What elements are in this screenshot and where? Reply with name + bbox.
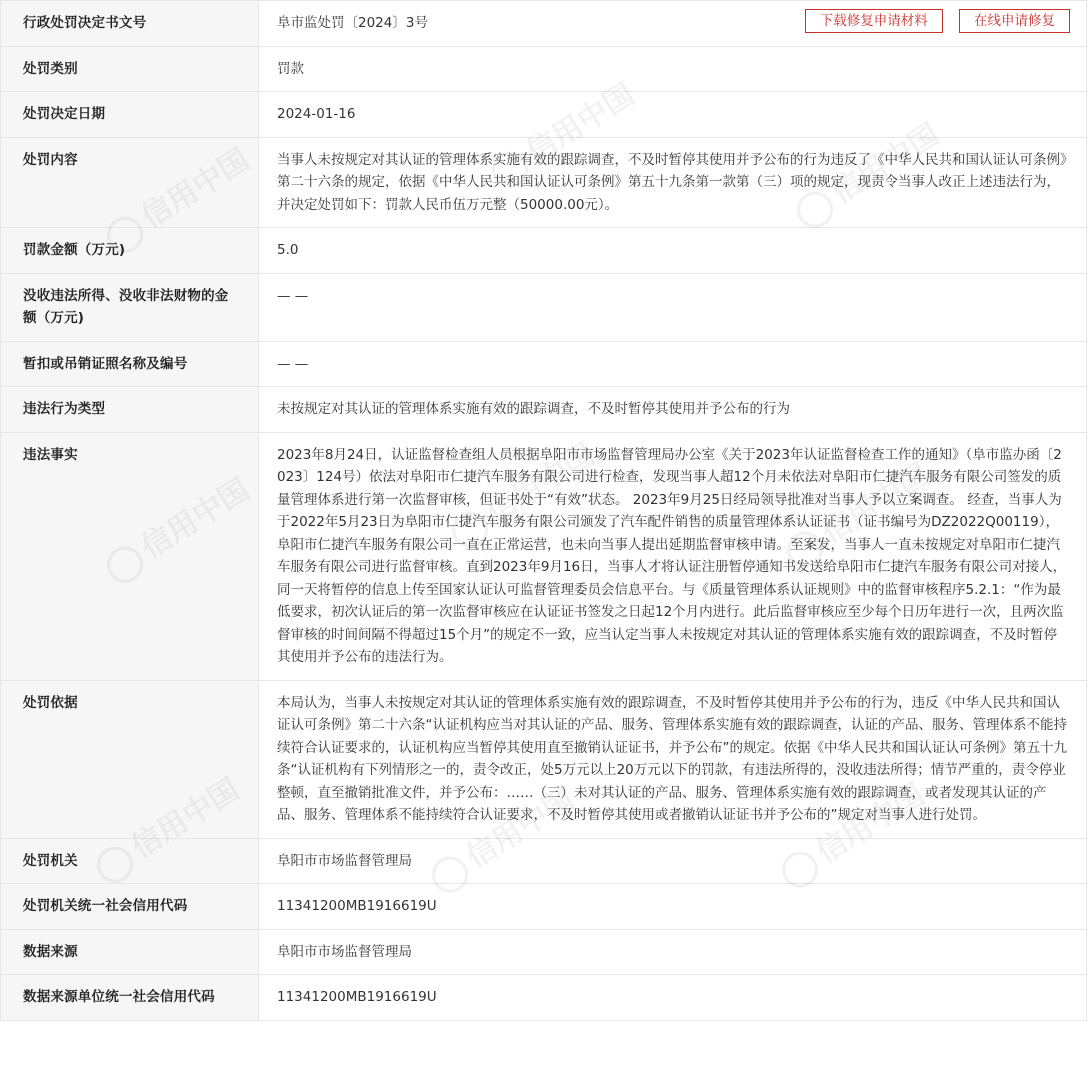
value-fine-amount: 5.0 xyxy=(259,228,1087,274)
value-penalty-basis: 本局认为，当事人未按规定对其认证的管理体系实施有效的跟踪调查，不及时暂停其使用并予公布的行为，违反《中华人民共和国认证认可条例》第二十六条“认证机构应当对其认证的产品、服务、管理体系实施有效的跟踪调查，认证的产品、服务、管理体系不能持续符合认证要求的，认证机构应当暂停其使用直至撤销认证证书，并予公布”的规定。依据《中华人民共和国认证认可条例》第五十九条“认证机构有下列情形之一的，责令改正，处5万元以上20万元以下的罚款，有违法所得的，没收违法所得；情节严重的，责令停业整顿，直至撤销批准文件，并予公布：……（三）未对其认证的产品、服务、管理体系实施有效的跟踪调查，或者发现其认证的产品、服务、管理体系不能持续符合认证要求，不及时暂停其使用或者撤销认证证书并予公布的”规定对当事人进行处罚。 xyxy=(259,680,1087,838)
value-penalty-authority: 阜阳市市场监督管理局 xyxy=(259,838,1087,884)
row-penalty-authority xyxy=(1,838,1087,884)
value-authority-credit-code: 11341200MB1916619U xyxy=(259,884,1087,930)
value-license-revocation: — — xyxy=(259,341,1087,387)
value-source-credit-code: 11341200MB1916619U xyxy=(259,975,1087,1021)
label-penalty-category: 处罚类别 xyxy=(1,46,259,92)
label-decision-date: 处罚决定日期 xyxy=(1,92,259,138)
row-penalty-category xyxy=(1,46,1087,92)
label-penalty-basis: 处罚依据 xyxy=(1,680,259,838)
row-authority-credit-code xyxy=(1,884,1087,930)
label-data-source: 数据来源 xyxy=(1,929,259,975)
label-license-revocation: 暂扣或吊销证照名称及编号 xyxy=(1,341,259,387)
online-repair-application-button[interactable]: 在线申请修复 xyxy=(959,9,1070,33)
row-decision-date xyxy=(1,92,1087,138)
label-fine-amount: 罚款金额（万元) xyxy=(1,228,259,274)
row-confiscation-amount xyxy=(1,273,1087,341)
label-source-credit-code: 数据来源单位统一社会信用代码 xyxy=(1,975,259,1021)
download-repair-materials-button[interactable]: 下载修复申请材料 xyxy=(805,9,943,33)
row-fine-amount xyxy=(1,228,1087,274)
label-penalty-authority: 处罚机关 xyxy=(1,838,259,884)
row-decision-number xyxy=(1,1,1087,47)
watermark-logo: 信用中国 xyxy=(441,430,602,554)
value-decision-number: 阜市监处罚〔2024〕3号 xyxy=(277,15,428,31)
value-data-source: 阜阳市市场监督管理局 xyxy=(259,929,1087,975)
label-violation-type: 违法行为类型 xyxy=(1,387,259,433)
value-confiscation-amount: — — xyxy=(259,273,1087,341)
watermark-logo: 信用中国 xyxy=(481,70,642,194)
row-data-source xyxy=(1,929,1087,975)
watermark-logo: 信用中国 xyxy=(771,770,932,894)
row-source-credit-code xyxy=(1,975,1087,1021)
value-violation-facts: 2023年8月24日，认证监督检查组人员根据阜阳市市场监督管理局办公室《关于2023年认证监督检查工作的通知》（阜市监办函〔2023〕124号）依法对阜阳市仁捷汽车服务有限公司进行检查，发现当事人超12个月未依法对阜阳市仁捷汽车服务有限公司签发的质量管理体系进行第一次监督审核，但证书处于“有效”状态。 2023年9月25日经局领导批准对当事人予以立案调查。 经查，当事人为于2022年5月23日为阜阳市仁捷汽车服务有限公司颁发了汽车配件销售的质量管理体系认证证书（证书编号为DZ2022Q00119），阜阳市仁捷汽车服务有限公司一直在正常运营，也未向当事人提出延期监督审核申请。至案发，当事人一直未按规定对阜阳市仁捷汽车服务有限公司进行监督审核。直到2023年9月16日，当事人才将认证注册暂停通知书发送给阜阳市仁捷汽车服务有限公司对接人，同一天将暂停的信息上传至国家认证认可监督管理委员会信息平台。与《质量管理体系认证规则》中的监督审核程序5.2.1：“作为最低要求，初次认证后的第一次监督审核应在认证证书签发之日起12个月内进行。此后监督审核应至少每个日历年进行一次，且两次监督审核的时间间隔不得超过15个月”的规定不一致，应当认定当事人未按规定对其认证的管理体系实施有效的跟踪调查，不及时暂停其使用并予公布的违法行为。 xyxy=(259,432,1087,680)
repair-actions xyxy=(793,9,1070,33)
row-violation-facts xyxy=(1,432,1087,680)
label-authority-credit-code: 处罚机关统一社会信用代码 xyxy=(1,884,259,930)
row-penalty-basis xyxy=(1,680,1087,838)
label-decision-number: 行政处罚决定书文号 xyxy=(1,1,259,47)
row-license-revocation xyxy=(1,341,1087,387)
label-confiscation-amount: 没收违法所得、没收非法财物的金额（万元) xyxy=(1,273,259,341)
value-violation-type: 未按规定对其认证的管理体系实施有效的跟踪调查，不及时暂停其使用并予公布的行为 xyxy=(259,387,1087,433)
value-penalty-content: 当事人未按规定对其认证的管理体系实施有效的跟踪调查，不及时暂停其使用并予公布的行为违反了《中华人民共和国认证认可条例》第二十六条的规定，依据《中华人民共和国认证认可条例》第五十九条第一款第（三）项的规定，现责令当事人改正上述违法行为，并决定处罚如下：罚款人民币伍万元整（50000.00元）。 xyxy=(259,137,1087,228)
label-violation-facts: 违法事实 xyxy=(1,432,259,680)
watermark-logo: 信用中国 xyxy=(786,110,947,234)
value-penalty-category: 罚款 xyxy=(259,46,1087,92)
value-decision-date: 2024-01-16 xyxy=(259,92,1087,138)
row-violation-type xyxy=(1,387,1087,433)
row-penalty-content xyxy=(1,137,1087,228)
watermark-logo: 信用中国 xyxy=(421,775,582,899)
label-penalty-content: 处罚内容 xyxy=(1,137,259,228)
watermark-logo: 信用中国 xyxy=(776,450,937,574)
